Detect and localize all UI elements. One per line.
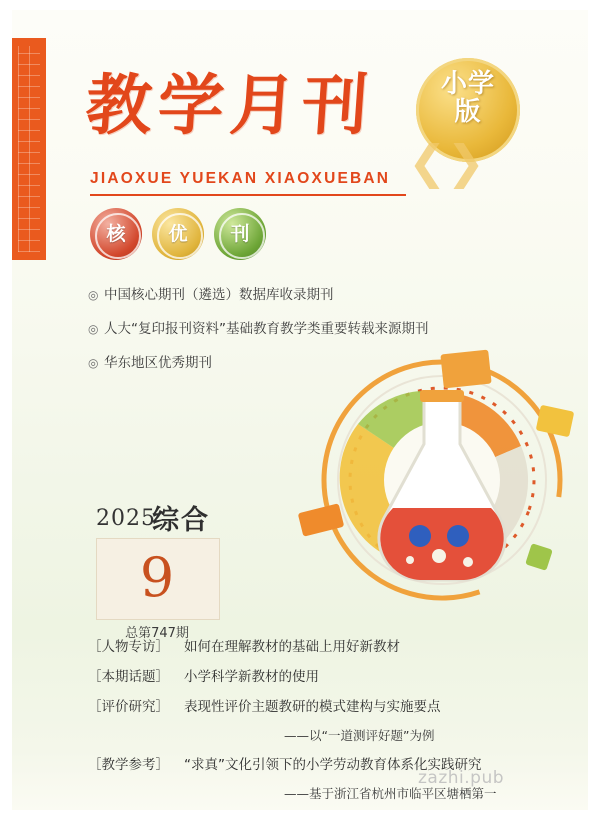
bullet-circle-icon: ◎ <box>88 322 99 336</box>
spine-bar <box>12 38 46 260</box>
toc-entry <box>88 662 558 692</box>
bullet-circle-icon: ◎ <box>88 356 99 370</box>
award-emblem-gold <box>152 208 204 260</box>
toc-subtitle: ——以“一道测评好题”为例 <box>284 728 435 743</box>
issue-total-number: 总第747期 <box>125 626 189 641</box>
toc-entry <box>88 632 558 662</box>
award-emblem-red-label: 核 <box>106 223 126 245</box>
issue-number: 9 <box>139 546 175 609</box>
masthead-title: 教学月刊 <box>83 66 377 144</box>
credential-text: 中国核心期刊（遴选）数据库收录期刊 <box>104 287 334 303</box>
award-emblem-gold-label: 优 <box>168 223 188 245</box>
toc-category: ［本期话题］ <box>88 669 169 685</box>
toc-category: ［评价研究］ <box>88 699 169 715</box>
cloud-swirl-icon: ❮❯ <box>408 136 486 188</box>
award-emblems <box>90 208 280 262</box>
award-emblem-green <box>214 208 266 260</box>
edition-badge-label: 小学版 <box>440 69 495 127</box>
toc-subtitle: ——基于浙江省杭州市临平区塘栖第一 <box>284 786 497 801</box>
toc-entry <box>88 692 558 722</box>
toc-category: ［教学参考］ <box>88 757 169 773</box>
masthead-rule <box>90 194 406 196</box>
credential-text: 华东地区优秀期刊 <box>104 355 212 371</box>
credential-text: 人大“复印报刊资料”基础教育教学类重要转载来源期刊 <box>104 321 429 337</box>
award-emblem-red <box>90 208 142 260</box>
issue-year: 2025 <box>96 506 156 531</box>
spine-pattern <box>18 46 40 252</box>
watermark: zazhi.pub <box>418 768 505 788</box>
bullet-circle-icon: ◎ <box>88 288 99 302</box>
cover-canvas <box>12 10 588 810</box>
credential-item <box>88 278 548 312</box>
toc-title: 小学科学新教材的使用 <box>184 669 319 685</box>
toc-title: 表现性评价主题教研的模式建构与实施要点 <box>184 699 441 715</box>
toc-category: ［人物专访］ <box>88 639 169 655</box>
toc-title: “求真”文化引领下的小学劳动教育体系化实践研究 <box>184 757 482 773</box>
issue-kind: 综合 <box>152 505 210 536</box>
toc-title: 如何在理解教材的基础上用好新教材 <box>184 639 400 655</box>
award-emblem-green-label: 刊 <box>230 223 250 245</box>
masthead-pinyin: JIAOXUE YUEKAN XIAOXUEBAN <box>90 170 391 187</box>
flask-illustration <box>292 340 588 630</box>
